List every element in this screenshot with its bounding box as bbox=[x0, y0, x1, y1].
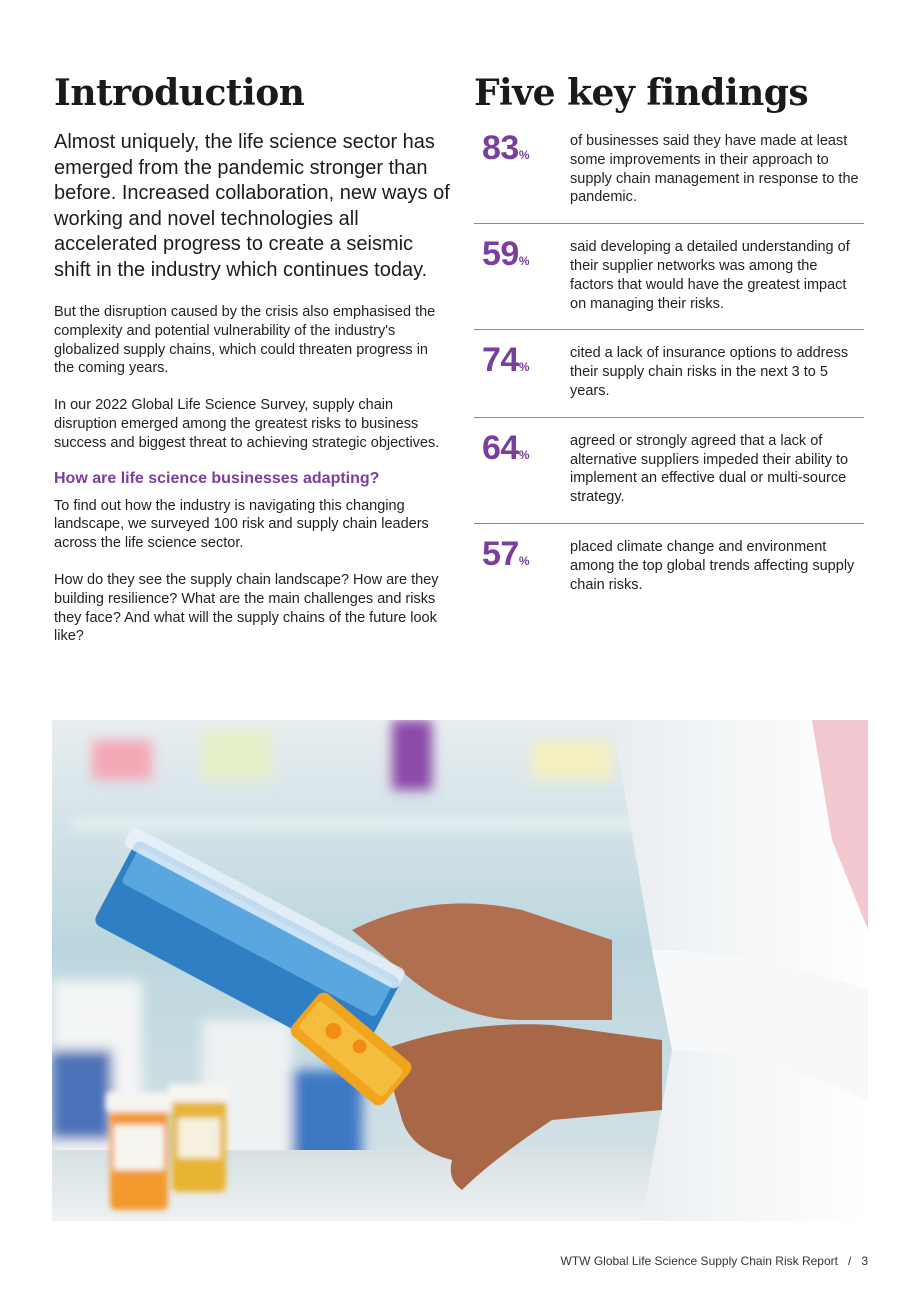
finding-text: cited a lack of insurance options to address their supply chain risks in the next 3 to 5 years. bbox=[570, 345, 849, 399]
footer-separator: / bbox=[847, 1254, 852, 1268]
intro-paragraph-4: How do they see the supply chain landscape? How are they building resilience? What are the main challenges and risks they face? And what will the supply chains of the future look like? bbox=[54, 571, 439, 645]
findings-column bbox=[474, 70, 864, 622]
intro-paragraph-1: But the disruption caused by the crisis also emphasised the complexity and potential vulnerability of the industry's globalized supply chains, which could threaten progress in the coming years. bbox=[54, 304, 436, 377]
finding-value: 64 bbox=[482, 428, 519, 467]
intro-paragraph-3: To find out how the industry is navigating this changing landscape, we surveyed 100 risk and supply chain leaders across the life science sector. bbox=[54, 497, 429, 552]
finding-stat bbox=[474, 430, 570, 466]
finding-item bbox=[474, 236, 864, 330]
intro-paragraph-2: In our 2022 Global Life Science Survey, supply chain disruption emerged among the greatest risks to business success and biggest threat to achieving strategic objectives. bbox=[54, 397, 440, 451]
finding-text: said developing a detailed understanding of their supplier networks was among the factors that would have the greatest impact on managing their risks. bbox=[570, 239, 850, 312]
finding-value: 74 bbox=[482, 341, 519, 380]
finding-value: 59 bbox=[482, 235, 519, 274]
intro-subheading: How are life science businesses adapting? bbox=[54, 469, 380, 487]
percent-sign: % bbox=[518, 254, 530, 269]
footer-title: WTW Global Life Science Supply Chain Risk Report bbox=[560, 1254, 838, 1268]
finding-stat bbox=[474, 130, 570, 166]
finding-item bbox=[474, 130, 864, 224]
percent-sign: % bbox=[518, 447, 530, 462]
percent-sign: % bbox=[518, 553, 530, 568]
finding-item bbox=[474, 536, 864, 610]
introduction-lead: Almost uniquely, the life science sector has emerged from the pandemic stronger than before. Increased collaboration, new ways of working and novel technologies all accelerated progress to create a seismic shift in the industry which continues today. bbox=[54, 131, 450, 281]
finding-value: 57 bbox=[482, 534, 519, 573]
pharmacist-photo bbox=[52, 720, 868, 1221]
pharmacy-illustration bbox=[52, 720, 868, 1221]
introduction-column bbox=[54, 70, 450, 646]
findings-heading: Five key findings bbox=[474, 72, 809, 114]
page-number: 3 bbox=[861, 1254, 868, 1268]
finding-stat bbox=[474, 536, 570, 572]
finding-item bbox=[474, 430, 864, 524]
introduction-heading: Introduction bbox=[54, 72, 305, 114]
percent-sign: % bbox=[518, 148, 530, 162]
percent-sign: % bbox=[518, 360, 530, 375]
finding-item bbox=[474, 342, 864, 417]
finding-value: 83 bbox=[482, 129, 519, 167]
finding-stat bbox=[474, 342, 570, 378]
page-footer bbox=[561, 1254, 868, 1268]
finding-stat bbox=[474, 236, 570, 272]
finding-text: agreed or strongly agreed that a lack of alternative suppliers impeded their ability to implement an effective dual or multi-source strategy. bbox=[570, 432, 849, 506]
finding-text: placed climate change and environment among the top global trends affecting supply chain risks. bbox=[570, 538, 855, 593]
finding-text: of businesses said they have made at least some improvements in their approach to supply chain management in response to the pandemic. bbox=[570, 133, 859, 206]
